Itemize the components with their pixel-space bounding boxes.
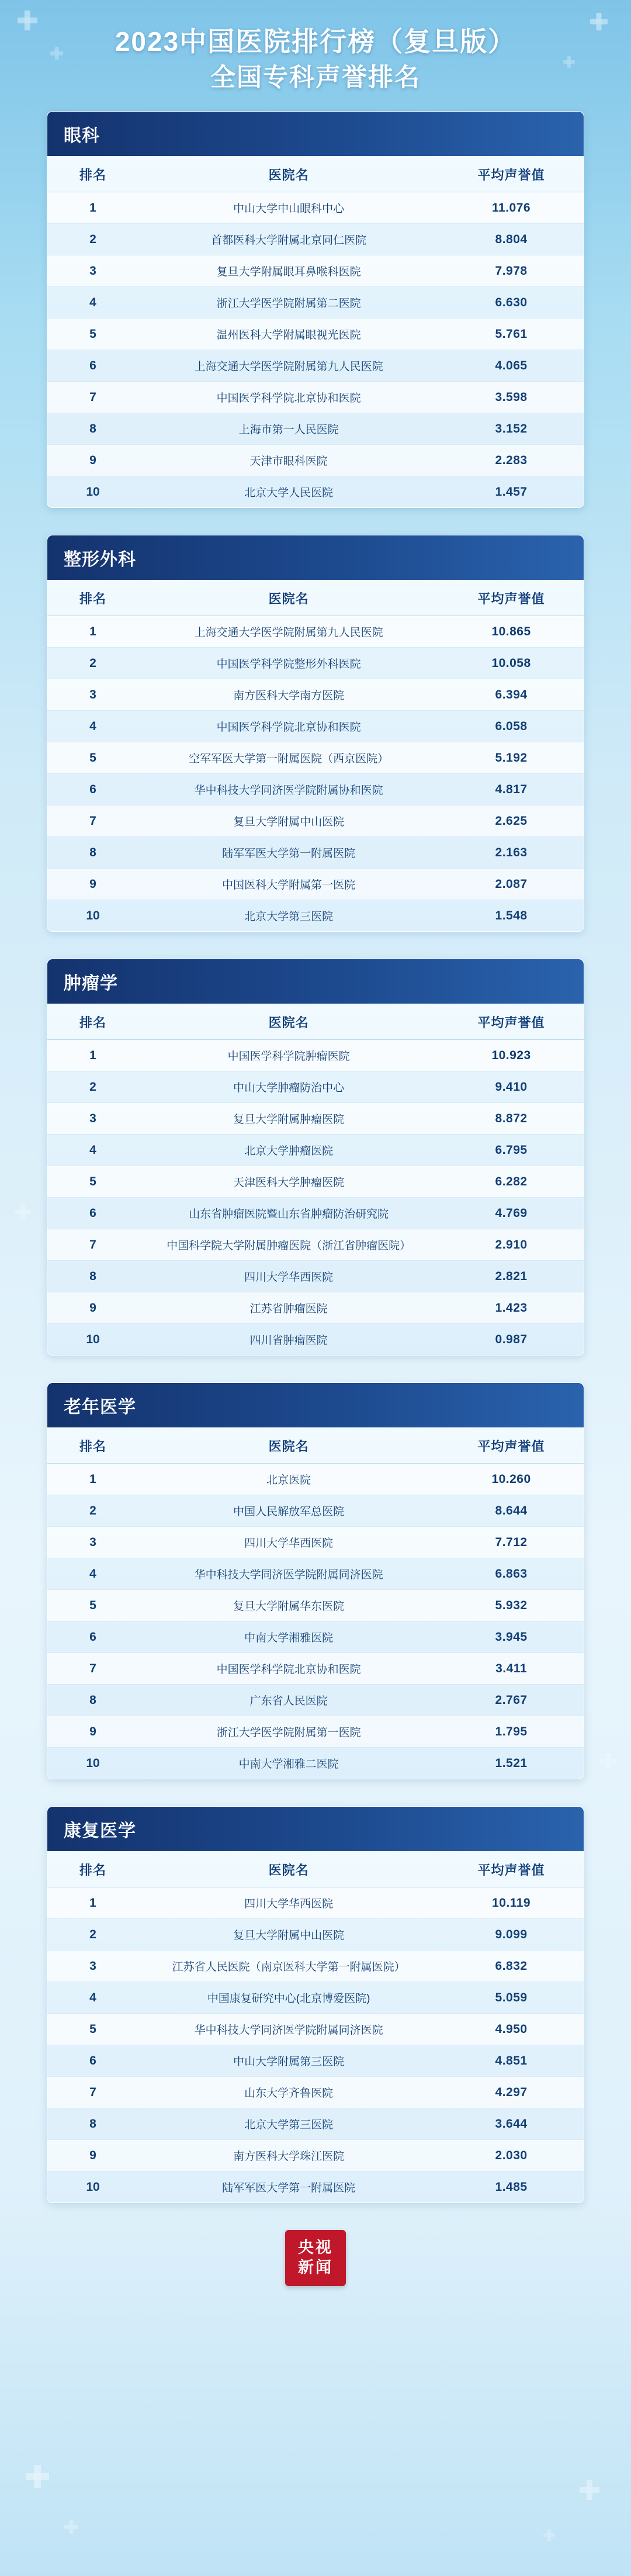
row-hospital-name: 空军军医大学第一附属医院（西京医院） (138, 742, 439, 774)
table-row (47, 774, 584, 805)
row-hospital-name: 华中科技大学同济医学院附属同济医院 (138, 2014, 439, 2045)
column-header-score: 平均声誉值 (439, 1004, 584, 1040)
row-score: 3.644 (439, 2108, 584, 2140)
row-rank: 10 (86, 2180, 100, 2194)
row-rank: 4 (47, 287, 138, 319)
row-rank: 7 (47, 1229, 138, 1261)
row-hospital-name: 华中科技大学同济医学院附属协和医院 (138, 774, 439, 805)
row-hospital-name: 四川大学华西医院 (138, 1261, 439, 1292)
row-hospital-name: 中山大学肿瘤防治中心 (138, 1071, 439, 1103)
row-hospital-name: 中南大学湘雅医院 (138, 1621, 439, 1653)
row-rank: 10 (86, 485, 100, 499)
row-score: 10.865 (439, 616, 584, 648)
table-row (47, 1621, 584, 1653)
row-score: 1.548 (495, 908, 528, 922)
row-score: 2.163 (439, 837, 584, 869)
row-hospital-name: 上海交通大学医学院附属第九人民医院 (138, 616, 439, 648)
row-rank: 8 (47, 2108, 138, 2140)
table-row (47, 1261, 584, 1292)
row-hospital-name: 陆军军医大学第一附属医院 (138, 837, 439, 869)
row-rank: 2 (47, 1919, 138, 1951)
row-score: 6.863 (439, 1558, 584, 1590)
row-hospital-name: 江苏省肿瘤医院 (138, 1292, 439, 1324)
table-row (47, 837, 584, 869)
cctv-news-logo (285, 2230, 346, 2286)
row-score: 10.058 (439, 648, 584, 679)
row-hospital-name: 上海市第一人民医院 (138, 413, 439, 445)
row-score: 6.282 (439, 1166, 584, 1198)
row-hospital-name: 中国医科大学附属第一医院 (138, 869, 439, 900)
table-row (47, 1590, 584, 1621)
table-row (47, 1527, 584, 1558)
row-rank: 8 (47, 413, 138, 445)
row-hospital-name: 中国医学科学院北京协和医院 (138, 1653, 439, 1685)
table-row (47, 1198, 584, 1229)
row-score: 5.192 (439, 742, 584, 774)
row-rank: 6 (47, 2045, 138, 2077)
row-hospital-name: 首都医科大学附属北京同仁医院 (138, 224, 439, 255)
row-rank: 5 (47, 319, 138, 350)
row-hospital-name: 中国康复研究中心(北京博爱医院) (138, 1982, 439, 2014)
table-row (47, 1919, 584, 1951)
row-hospital-name: 北京大学第三医院 (138, 2108, 439, 2140)
table-row (47, 1748, 584, 1779)
table-row (47, 616, 584, 648)
specialty-card (47, 1382, 584, 1779)
row-rank: 6 (47, 774, 138, 805)
table-row (47, 1071, 584, 1103)
row-score: 3.598 (439, 382, 584, 413)
table-row (47, 1887, 584, 1919)
table-row (47, 1495, 584, 1527)
row-hospital-name: 浙江大学医学院附属第一医院 (138, 1716, 439, 1748)
table-row (47, 1716, 584, 1748)
row-score: 4.769 (439, 1198, 584, 1229)
table-row (47, 679, 584, 711)
table-row (47, 648, 584, 679)
row-score: 10.923 (439, 1040, 584, 1071)
row-hospital-name: 中国医学科学院北京协和医院 (138, 382, 439, 413)
row-rank: 7 (47, 2077, 138, 2108)
row-hospital-name: 复旦大学附属华东医院 (138, 1590, 439, 1621)
row-score: 2.283 (439, 445, 584, 476)
table-row (47, 900, 584, 932)
table-row (47, 711, 584, 742)
row-score: 11.076 (439, 192, 584, 224)
row-score: 6.058 (439, 711, 584, 742)
specialty-card (47, 959, 584, 1356)
table-header-row (47, 1004, 584, 1040)
specialty-card (47, 111, 584, 508)
row-score: 0.987 (495, 1332, 528, 1346)
row-rank: 1 (47, 1040, 138, 1071)
table-row (47, 2077, 584, 2108)
row-hospital-name: 温州医科大学附属眼视光医院 (138, 319, 439, 350)
table-row (47, 413, 584, 445)
column-header-name: 医院名 (138, 1004, 439, 1040)
decorative-cross-icon (543, 2529, 555, 2541)
row-hospital-name: 复旦大学附属眼耳鼻喉科医院 (138, 255, 439, 287)
decorative-cross-icon (580, 2480, 599, 2500)
row-hospital-name: 南方医科大学珠江医院 (138, 2140, 439, 2172)
ranking-table (47, 1427, 584, 1779)
row-score: 2.767 (439, 1685, 584, 1716)
table-row (47, 319, 584, 350)
table-row (47, 350, 584, 382)
row-hospital-name: 北京大学肿瘤医院 (138, 1135, 439, 1166)
row-score: 7.712 (439, 1527, 584, 1558)
row-score: 2.087 (439, 869, 584, 900)
table-row (47, 2045, 584, 2077)
row-rank: 10 (86, 908, 100, 922)
footer (0, 2230, 631, 2309)
row-rank: 2 (47, 648, 138, 679)
row-score: 4.950 (439, 2014, 584, 2045)
row-rank: 1 (47, 1464, 138, 1495)
row-rank: 6 (47, 1621, 138, 1653)
row-score: 6.832 (439, 1951, 584, 1982)
row-rank: 9 (47, 1716, 138, 1748)
table-row (47, 1982, 584, 2014)
table-row (47, 742, 584, 774)
row-hospital-name: 天津医科大学肿瘤医院 (138, 1166, 439, 1198)
row-score: 2.625 (439, 805, 584, 837)
row-score: 5.059 (439, 1982, 584, 2014)
row-hospital-name: 中国医学科学院整形外科医院 (138, 648, 439, 679)
row-hospital-name: 四川大学华西医院 (138, 1527, 439, 1558)
table-header-row (47, 1427, 584, 1464)
specialty-title: 整形外科 (47, 535, 584, 580)
row-hospital-name: 中国医学科学院肿瘤医院 (138, 1040, 439, 1071)
row-hospital-name: 复旦大学附属肿瘤医院 (138, 1103, 439, 1135)
row-rank: 1 (47, 192, 138, 224)
row-rank: 4 (47, 711, 138, 742)
row-rank: 3 (47, 1951, 138, 1982)
page-subtitle: 全国专科声誉排名 (210, 64, 421, 92)
row-rank: 7 (47, 382, 138, 413)
ranking-table (47, 1851, 584, 2202)
decorative-cross-icon (15, 1204, 30, 1219)
row-rank: 5 (47, 742, 138, 774)
table-row (47, 1324, 584, 1356)
column-header-score: 平均声誉值 (439, 580, 584, 616)
row-score: 1.423 (439, 1292, 584, 1324)
table-row (47, 255, 584, 287)
table-row (47, 805, 584, 837)
row-score: 5.761 (439, 319, 584, 350)
row-score: 4.851 (439, 2045, 584, 2077)
specialty-title: 康复医学 (47, 1807, 584, 1851)
table-row (47, 1229, 584, 1261)
row-rank: 8 (47, 1261, 138, 1292)
row-score: 4.065 (439, 350, 584, 382)
row-hospital-name: 陆军军医大学第一附属医院 (222, 2182, 356, 2195)
row-rank: 8 (47, 837, 138, 869)
row-hospital-name: 中国医学科学院北京协和医院 (138, 711, 439, 742)
row-rank: 3 (47, 1103, 138, 1135)
table-row (47, 2014, 584, 2045)
row-rank: 3 (47, 679, 138, 711)
sections-container (47, 111, 584, 2203)
poster-header (0, 0, 631, 111)
row-rank: 4 (47, 1558, 138, 1590)
decorative-cross-icon (26, 2465, 49, 2488)
table-header-row (47, 580, 584, 616)
column-header-name: 医院名 (138, 1427, 439, 1464)
row-hospital-name: 北京大学人民医院 (244, 487, 334, 500)
row-rank: 9 (47, 869, 138, 900)
row-rank: 2 (47, 1495, 138, 1527)
table-row (47, 287, 584, 319)
row-rank: 10 (86, 1756, 100, 1770)
row-score: 10.260 (439, 1464, 584, 1495)
column-header-name: 医院名 (138, 1851, 439, 1887)
column-header-rank: 排名 (47, 1004, 138, 1040)
row-rank: 5 (47, 1166, 138, 1198)
row-hospital-name: 山东省肿瘤医院暨山东省肿瘤防治研究院 (138, 1198, 439, 1229)
table-row (47, 1292, 584, 1324)
row-rank: 1 (47, 616, 138, 648)
decorative-cross-icon (64, 2520, 78, 2534)
row-rank: 6 (47, 1198, 138, 1229)
column-header-score: 平均声誉值 (439, 156, 584, 192)
page-title: 2023中国医院排行榜（复旦版） (115, 26, 516, 57)
row-score: 1.457 (495, 485, 528, 499)
table-row (47, 382, 584, 413)
ranking-table (47, 1004, 584, 1355)
row-score: 2.910 (439, 1229, 584, 1261)
row-hospital-name: 天津市眼科医院 (138, 445, 439, 476)
row-rank: 3 (47, 255, 138, 287)
specialty-title: 老年医学 (47, 1383, 584, 1427)
row-score: 9.099 (439, 1919, 584, 1951)
column-header-rank: 排名 (47, 156, 138, 192)
row-hospital-name: 北京大学第三医院 (244, 911, 334, 924)
row-hospital-name: 中山大学附属第三医院 (138, 2045, 439, 2077)
row-rank: 10 (86, 1332, 100, 1346)
specialty-card (47, 1806, 584, 2203)
table-row (47, 1103, 584, 1135)
row-score: 1.795 (439, 1716, 584, 1748)
table-row (47, 1558, 584, 1590)
logo-line-2: 新闻 (298, 2259, 333, 2277)
row-rank: 1 (47, 1887, 138, 1919)
row-rank: 9 (47, 1292, 138, 1324)
table-row (47, 1040, 584, 1071)
row-rank: 2 (47, 1071, 138, 1103)
table-row (47, 869, 584, 900)
row-hospital-name: 中国科学院大学附属肿瘤医院（浙江省肿瘤医院） (138, 1229, 439, 1261)
row-rank: 7 (47, 805, 138, 837)
row-score: 2.821 (439, 1261, 584, 1292)
logo-line-1: 央视 (298, 2239, 333, 2257)
row-score: 5.932 (439, 1590, 584, 1621)
row-score: 9.410 (439, 1071, 584, 1103)
row-hospital-name: 南方医科大学南方医院 (138, 679, 439, 711)
table-header-row (47, 1851, 584, 1887)
decorative-cross-icon (601, 1754, 616, 1769)
row-rank: 3 (47, 1527, 138, 1558)
table-row (47, 1951, 584, 1982)
row-rank: 9 (47, 2140, 138, 2172)
specialty-title: 肿瘤学 (47, 959, 584, 1004)
row-rank: 6 (47, 350, 138, 382)
table-row (47, 1685, 584, 1716)
row-rank: 2 (47, 224, 138, 255)
row-rank: 4 (47, 1135, 138, 1166)
column-header-score: 平均声誉值 (439, 1427, 584, 1464)
row-hospital-name: 江苏省人民医院（南京医科大学第一附属医院） (138, 1951, 439, 1982)
row-score: 4.297 (439, 2077, 584, 2108)
row-rank: 5 (47, 2014, 138, 2045)
table-row (47, 1464, 584, 1495)
row-hospital-name: 中山大学中山眼科中心 (138, 192, 439, 224)
row-hospital-name: 复旦大学附属中山医院 (138, 1919, 439, 1951)
row-hospital-name: 四川省肿瘤医院 (249, 1334, 328, 1347)
column-header-name: 医院名 (138, 156, 439, 192)
table-row (47, 445, 584, 476)
row-score: 6.795 (439, 1135, 584, 1166)
column-header-rank: 排名 (47, 1851, 138, 1887)
column-header-score: 平均声誉值 (439, 1851, 584, 1887)
row-score: 2.030 (439, 2140, 584, 2172)
specialty-card (47, 535, 584, 932)
table-row (47, 2172, 584, 2203)
ranking-table (47, 580, 584, 931)
table-row (47, 192, 584, 224)
row-score: 1.485 (495, 2180, 528, 2194)
row-hospital-name: 中国人民解放军总医院 (138, 1495, 439, 1527)
table-row (47, 1653, 584, 1685)
row-score: 6.394 (439, 679, 584, 711)
specialty-title: 眼科 (47, 112, 584, 156)
column-header-name: 医院名 (138, 580, 439, 616)
row-score: 6.630 (439, 287, 584, 319)
row-hospital-name: 山东大学齐鲁医院 (138, 2077, 439, 2108)
row-hospital-name: 北京医院 (138, 1464, 439, 1495)
row-score: 8.804 (439, 224, 584, 255)
row-score: 3.945 (439, 1621, 584, 1653)
row-rank: 4 (47, 1982, 138, 2014)
row-hospital-name: 浙江大学医学院附属第二医院 (138, 287, 439, 319)
row-hospital-name: 复旦大学附属中山医院 (138, 805, 439, 837)
column-header-rank: 排名 (47, 580, 138, 616)
table-header-row (47, 156, 584, 192)
row-score: 1.521 (495, 1756, 528, 1770)
row-score: 3.152 (439, 413, 584, 445)
row-hospital-name: 华中科技大学同济医学院附属同济医院 (138, 1558, 439, 1590)
row-hospital-name: 四川大学华西医院 (138, 1887, 439, 1919)
row-score: 7.978 (439, 255, 584, 287)
row-score: 8.644 (439, 1495, 584, 1527)
row-rank: 7 (47, 1653, 138, 1685)
table-row (47, 2108, 584, 2140)
row-score: 4.817 (439, 774, 584, 805)
row-score: 8.872 (439, 1103, 584, 1135)
row-rank: 5 (47, 1590, 138, 1621)
row-hospital-name: 上海交通大学医学院附属第九人民医院 (138, 350, 439, 382)
table-row (47, 476, 584, 508)
row-rank: 9 (47, 445, 138, 476)
row-hospital-name: 中南大学湘雅二医院 (238, 1758, 339, 1771)
table-row (47, 1166, 584, 1198)
row-score: 10.119 (439, 1887, 584, 1919)
row-hospital-name: 广东省人民医院 (138, 1685, 439, 1716)
row-rank: 8 (47, 1685, 138, 1716)
column-header-rank: 排名 (47, 1427, 138, 1464)
table-row (47, 1135, 584, 1166)
table-row (47, 2140, 584, 2172)
ranking-table (47, 156, 584, 507)
table-row (47, 224, 584, 255)
row-score: 3.411 (439, 1653, 584, 1685)
